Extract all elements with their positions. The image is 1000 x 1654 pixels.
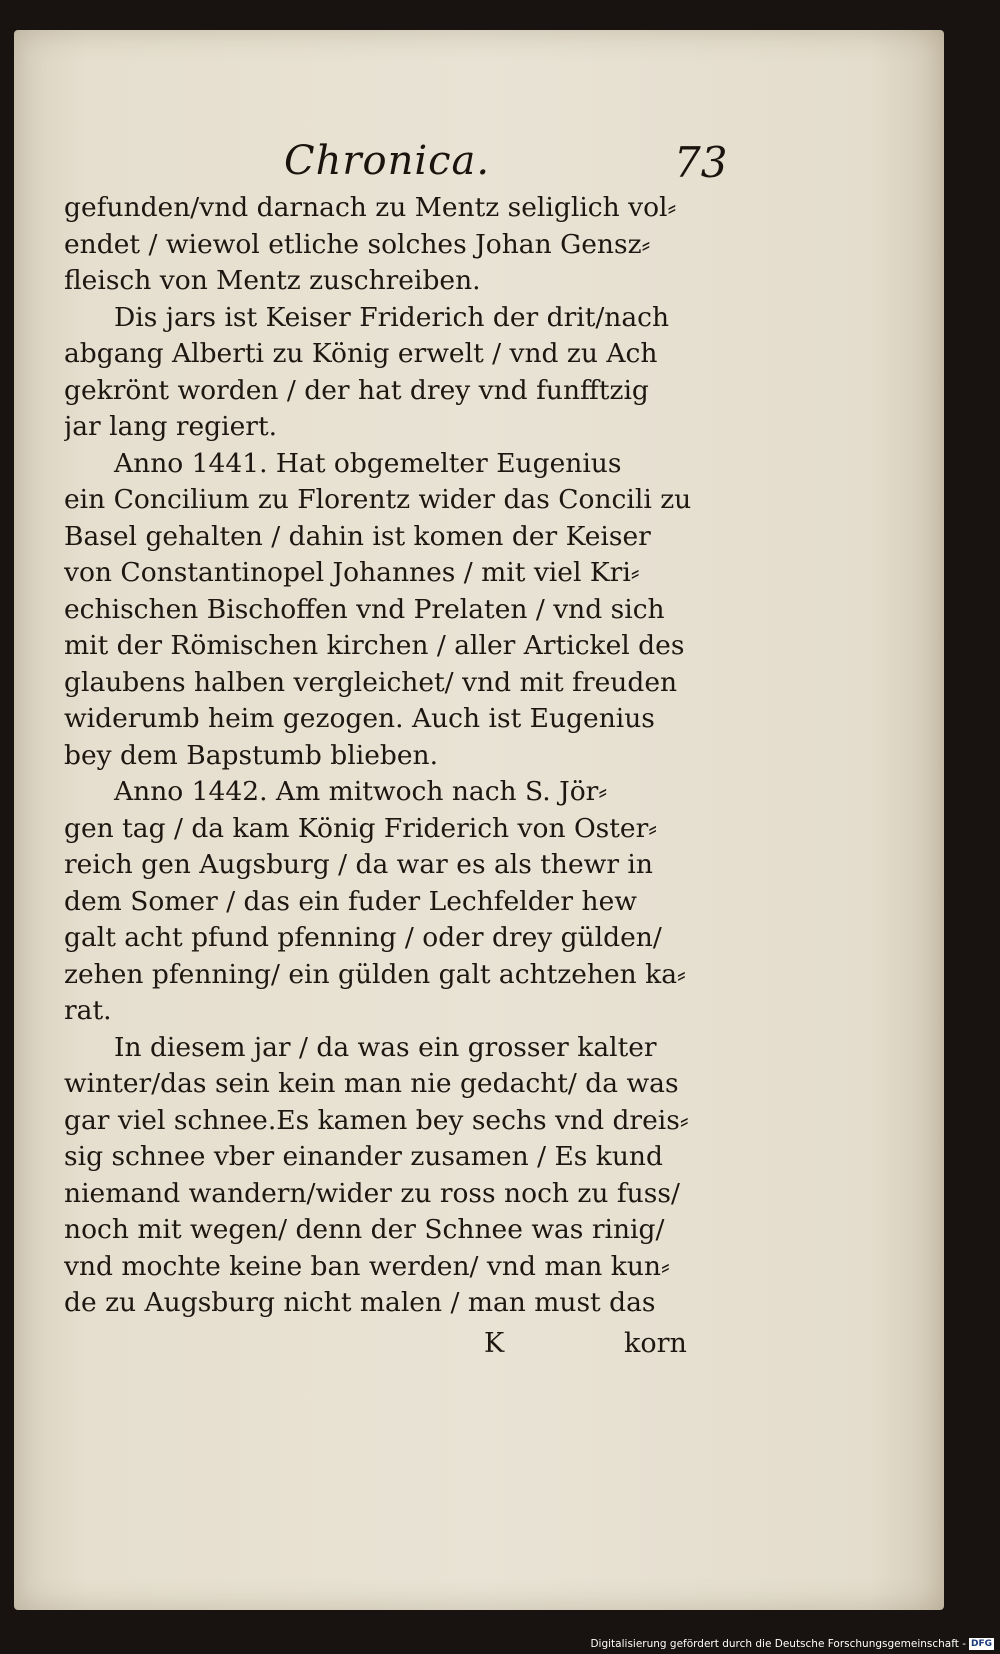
catchword: korn <box>624 1328 687 1359</box>
body-text <box>64 190 754 1322</box>
text-line: gekrönt worden / der hat drey vnd funfftzig <box>64 374 649 406</box>
text-line: reich gen Augsburg / da war es als thewr in <box>64 849 653 880</box>
text-line: Basel gehalten / dahin ist komen der Keiser <box>64 520 651 552</box>
text-line: von Constantinopel Johannes / mit viel Kri⸗ <box>64 557 640 588</box>
text-line: In diesem jar / da was ein grosser kalter <box>114 1031 657 1063</box>
text-line: Anno 1441. Hat obgemelter Eugenius <box>114 447 622 479</box>
page-footer <box>14 1328 944 1368</box>
text-line: gen tag / da kam König Friderich von Oster⸗ <box>64 812 658 844</box>
text-line: noch mit wegen/ denn der Schnee was rinig/ <box>64 1214 665 1245</box>
text-line: widerumb heim gezogen. Auch ist Eugenius <box>64 703 655 734</box>
text-line: zehen pfenning/ ein gülden galt achtzehen ka⸗ <box>64 958 686 990</box>
text-line: sig schnee vber einander zusamen / Es kund <box>64 1141 663 1172</box>
text-line: fleisch von Mentz zuschreiben. <box>64 265 481 296</box>
text-line: vnd mochte keine ban werden/ vnd man kun⸗ <box>64 1250 670 1282</box>
text-line: winter/das sein kein man nie gedacht/ da was <box>64 1068 679 1099</box>
signature-mark: K <box>484 1328 505 1359</box>
page-header <box>14 138 944 198</box>
book-page <box>14 30 944 1610</box>
digitization-credit <box>590 1638 994 1650</box>
text-line: galt acht pfund pfenning / oder drey gülden/ <box>64 922 662 953</box>
text-line: Dis jars ist Keiser Friderich der drit/nach <box>114 301 670 333</box>
text-line: bey dem Bapstumb blieben. <box>64 739 439 771</box>
dfg-logo: DFG <box>970 1639 992 1649</box>
text-line: Anno 1442. Am mitwoch nach S. Jör⸗ <box>114 776 608 807</box>
page-number: 73 <box>674 138 728 187</box>
running-head: Chronica. <box>284 138 491 184</box>
text-line: ein Concilium zu Florentz wider das Concili zu <box>64 484 692 515</box>
text-line: echischen Bischoffen vnd Prelaten / vnd sich <box>64 593 665 625</box>
text-line: dem Somer / das ein fuder Lechfelder hew <box>64 885 637 917</box>
text-line: jar lang regiert. <box>64 411 278 442</box>
text-line: niemand wandern/wider zu ross noch zu fuss/ <box>64 1177 680 1209</box>
text-line: endet / wiewol etliche solches Johan Gensz⸗ <box>64 228 651 260</box>
text-line: gar viel schnee.Es kamen bey sechs vnd dreis⸗ <box>64 1104 689 1136</box>
text-line: glaubens halben vergleichet/ vnd mit freuden <box>64 666 678 698</box>
text-line: rat. <box>64 995 112 1026</box>
credit-text: Digitalisierung gefördert durch die Deutsche Forschungsgemeinschaft - <box>590 1638 966 1650</box>
text-line: gefunden/vnd darnach zu Mentz seliglich vol⸗ <box>64 192 677 223</box>
text-line: abgang Alberti zu König erwelt / vnd zu Ach <box>64 338 658 369</box>
text-line: mit der Römischen kirchen / aller Artickel des <box>64 630 685 661</box>
text-line: de zu Augsburg nicht malen / man must das <box>64 1287 656 1318</box>
